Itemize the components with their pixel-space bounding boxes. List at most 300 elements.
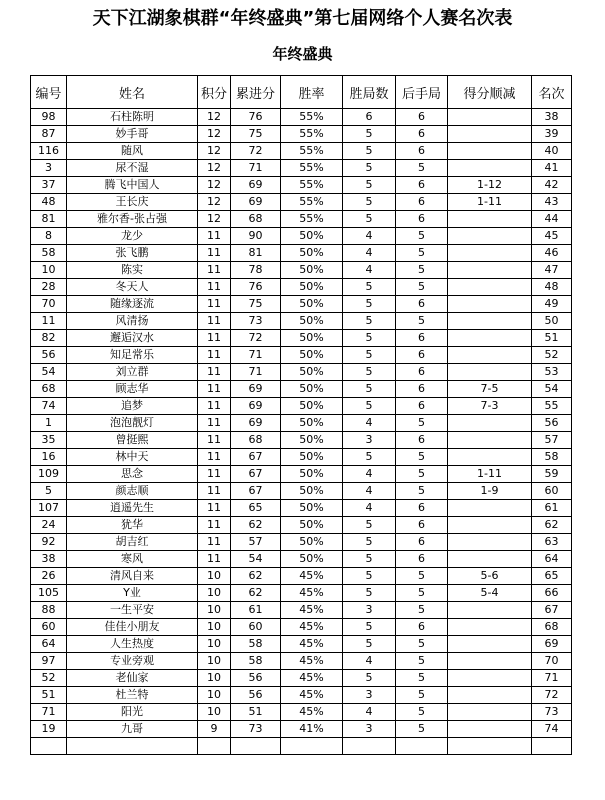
cell-score-reduction <box>448 160 532 177</box>
cell-score-reduction <box>448 211 532 228</box>
cell-wins: 5 <box>343 347 396 364</box>
cell-second-move: 5 <box>396 466 448 483</box>
cell-points: 11 <box>198 296 231 313</box>
cell-rank: 62 <box>532 517 572 534</box>
cell-id: 35 <box>31 432 67 449</box>
cell-score-reduction <box>448 279 532 296</box>
cell-score-reduction: 1-9 <box>448 483 532 500</box>
cell-rank: 60 <box>532 483 572 500</box>
cell-score-reduction <box>448 670 532 687</box>
cell-score-reduction: 7-3 <box>448 398 532 415</box>
cell-second-move: 6 <box>396 534 448 551</box>
cell-score-reduction <box>448 704 532 721</box>
cell-score-reduction <box>448 330 532 347</box>
table-row <box>31 398 572 415</box>
cell-wins: 4 <box>343 262 396 279</box>
cell-wins: 5 <box>343 177 396 194</box>
cell-win-rate: 50% <box>281 415 343 432</box>
cell-wins <box>343 738 396 755</box>
header-points: 积分 <box>198 76 231 109</box>
cell-points: 11 <box>198 415 231 432</box>
cell-rank: 66 <box>532 585 572 602</box>
cell-name: 逍遥先生 <box>67 500 198 517</box>
cell-wins: 5 <box>343 330 396 347</box>
cell-wins: 5 <box>343 126 396 143</box>
cell-id: 107 <box>31 500 67 517</box>
cell-second-move: 6 <box>396 517 448 534</box>
cell-name: 曾挺熙 <box>67 432 198 449</box>
cell-second-move: 5 <box>396 415 448 432</box>
cell-score-reduction <box>448 738 532 755</box>
cell-points: 10 <box>198 585 231 602</box>
header-id: 编号 <box>31 76 67 109</box>
cell-win-rate: 45% <box>281 687 343 704</box>
page-subtitle: 年终盛典 <box>272 45 333 63</box>
table-row <box>31 738 572 755</box>
cell-win-rate: 45% <box>281 602 343 619</box>
cell-win-rate: 50% <box>281 551 343 568</box>
cell-points: 11 <box>198 262 231 279</box>
cell-id: 8 <box>31 228 67 245</box>
cell-name: 阳光 <box>67 704 198 721</box>
cell-id: 11 <box>31 313 67 330</box>
cell-cumulative: 69 <box>231 381 281 398</box>
cell-id: 98 <box>31 109 67 126</box>
cell-cumulative: 68 <box>231 211 281 228</box>
cell-wins: 5 <box>343 364 396 381</box>
cell-points: 11 <box>198 398 231 415</box>
cell-name: 林中天 <box>67 449 198 466</box>
cell-name: 随风 <box>67 143 198 160</box>
cell-name: 一生平安 <box>67 602 198 619</box>
cell-wins: 5 <box>343 160 396 177</box>
cell-name: 寒风 <box>67 551 198 568</box>
cell-id: 68 <box>31 381 67 398</box>
table-row <box>31 602 572 619</box>
cell-name: 老仙家 <box>67 670 198 687</box>
cell-wins: 4 <box>343 415 396 432</box>
cell-score-reduction <box>448 449 532 466</box>
cell-id: 109 <box>31 466 67 483</box>
cell-rank: 55 <box>532 398 572 415</box>
cell-points: 11 <box>198 313 231 330</box>
cell-id: 81 <box>31 211 67 228</box>
cell-second-move: 6 <box>396 211 448 228</box>
cell-wins: 4 <box>343 704 396 721</box>
cell-win-rate: 45% <box>281 636 343 653</box>
cell-name: 腾飞中国人 <box>67 177 198 194</box>
cell-wins: 5 <box>343 398 396 415</box>
cell-rank: 41 <box>532 160 572 177</box>
cell-score-reduction: 1-11 <box>448 466 532 483</box>
cell-score-reduction <box>448 517 532 534</box>
cell-rank: 65 <box>532 568 572 585</box>
table-row <box>31 245 572 262</box>
cell-cumulative: 54 <box>231 551 281 568</box>
cell-second-move: 5 <box>396 279 448 296</box>
cell-id: 87 <box>31 126 67 143</box>
cell-points: 11 <box>198 466 231 483</box>
cell-points: 11 <box>198 228 231 245</box>
cell-name: 追梦 <box>67 398 198 415</box>
cell-name: 尿不湿 <box>67 160 198 177</box>
cell-score-reduction <box>448 500 532 517</box>
table-row <box>31 177 572 194</box>
ranking-table-container <box>30 75 578 800</box>
cell-score-reduction <box>448 687 532 704</box>
cell-second-move: 5 <box>396 636 448 653</box>
cell-id: 116 <box>31 143 67 160</box>
cell-second-move: 6 <box>396 551 448 568</box>
cell-win-rate: 50% <box>281 296 343 313</box>
cell-rank: 59 <box>532 466 572 483</box>
cell-cumulative: 56 <box>231 670 281 687</box>
cell-name: 妙手哥 <box>67 126 198 143</box>
cell-rank: 69 <box>532 636 572 653</box>
cell-score-reduction: 1-12 <box>448 177 532 194</box>
cell-second-move: 6 <box>396 398 448 415</box>
cell-cumulative: 68 <box>231 432 281 449</box>
table-row <box>31 466 572 483</box>
cell-id: 70 <box>31 296 67 313</box>
cell-score-reduction <box>448 143 532 160</box>
cell-win-rate: 45% <box>281 568 343 585</box>
cell-second-move: 5 <box>396 721 448 738</box>
cell-rank: 61 <box>532 500 572 517</box>
cell-id: 10 <box>31 262 67 279</box>
cell-name: 佳佳小朋友 <box>67 619 198 636</box>
cell-second-move: 6 <box>396 330 448 347</box>
cell-second-move: 5 <box>396 687 448 704</box>
cell-name: 清风自来 <box>67 568 198 585</box>
cell-win-rate: 45% <box>281 704 343 721</box>
cell-second-move: 5 <box>396 313 448 330</box>
cell-rank: 44 <box>532 211 572 228</box>
cell-rank: 45 <box>532 228 572 245</box>
cell-rank <box>532 738 572 755</box>
cell-score-reduction <box>448 653 532 670</box>
cell-rank: 50 <box>532 313 572 330</box>
cell-points: 11 <box>198 449 231 466</box>
cell-points: 12 <box>198 160 231 177</box>
table-row <box>31 296 572 313</box>
cell-score-reduction <box>448 415 532 432</box>
cell-second-move: 5 <box>396 704 448 721</box>
cell-second-move: 6 <box>396 619 448 636</box>
cell-id: 71 <box>31 704 67 721</box>
cell-points: 11 <box>198 381 231 398</box>
cell-id: 37 <box>31 177 67 194</box>
cell-score-reduction <box>448 551 532 568</box>
cell-score-reduction: 1-11 <box>448 194 532 211</box>
cell-id: 74 <box>31 398 67 415</box>
table-row <box>31 449 572 466</box>
table-row <box>31 432 572 449</box>
cell-points: 11 <box>198 517 231 534</box>
cell-name: 知足常乐 <box>67 347 198 364</box>
cell-points: 12 <box>198 177 231 194</box>
cell-id: 26 <box>31 568 67 585</box>
cell-points: 10 <box>198 687 231 704</box>
cell-score-reduction <box>448 245 532 262</box>
cell-win-rate: 50% <box>281 517 343 534</box>
cell-wins: 5 <box>343 670 396 687</box>
cell-rank: 74 <box>532 721 572 738</box>
cell-win-rate: 55% <box>281 160 343 177</box>
table-row <box>31 228 572 245</box>
cell-cumulative: 62 <box>231 585 281 602</box>
cell-name: 邂逅汉水 <box>67 330 198 347</box>
cell-score-reduction <box>448 109 532 126</box>
cell-win-rate: 50% <box>281 381 343 398</box>
cell-name: 刘立群 <box>67 364 198 381</box>
cell-second-move: 6 <box>396 296 448 313</box>
cell-win-rate: 55% <box>281 211 343 228</box>
cell-score-reduction <box>448 262 532 279</box>
cell-score-reduction <box>448 602 532 619</box>
cell-id: 19 <box>31 721 67 738</box>
cell-second-move: 5 <box>396 602 448 619</box>
cell-wins: 3 <box>343 432 396 449</box>
cell-name: 陈实 <box>67 262 198 279</box>
cell-wins: 5 <box>343 585 396 602</box>
cell-wins: 4 <box>343 500 396 517</box>
cell-wins: 5 <box>343 449 396 466</box>
cell-win-rate: 55% <box>281 126 343 143</box>
cell-wins: 5 <box>343 568 396 585</box>
cell-points: 12 <box>198 109 231 126</box>
table-row <box>31 194 572 211</box>
cell-id: 38 <box>31 551 67 568</box>
cell-wins: 5 <box>343 381 396 398</box>
cell-wins: 4 <box>343 653 396 670</box>
table-row <box>31 704 572 721</box>
cell-id: 64 <box>31 636 67 653</box>
cell-win-rate: 55% <box>281 143 343 160</box>
cell-points: 11 <box>198 534 231 551</box>
cell-score-reduction <box>448 228 532 245</box>
cell-points: 11 <box>198 279 231 296</box>
cell-points: 11 <box>198 347 231 364</box>
cell-cumulative: 62 <box>231 568 281 585</box>
cell-points: 10 <box>198 568 231 585</box>
cell-second-move: 6 <box>396 500 448 517</box>
cell-rank: 72 <box>532 687 572 704</box>
cell-rank: 67 <box>532 602 572 619</box>
cell-id: 52 <box>31 670 67 687</box>
cell-points: 12 <box>198 194 231 211</box>
table-row <box>31 534 572 551</box>
cell-score-reduction <box>448 313 532 330</box>
cell-name: 龙少 <box>67 228 198 245</box>
cell-cumulative: 69 <box>231 177 281 194</box>
cell-id: 5 <box>31 483 67 500</box>
cell-id: 58 <box>31 245 67 262</box>
table-row <box>31 313 572 330</box>
cell-score-reduction <box>448 534 532 551</box>
cell-cumulative: 67 <box>231 483 281 500</box>
cell-id: 92 <box>31 534 67 551</box>
cell-score-reduction <box>448 347 532 364</box>
cell-rank: 42 <box>532 177 572 194</box>
cell-id: 51 <box>31 687 67 704</box>
cell-rank: 68 <box>532 619 572 636</box>
cell-cumulative: 76 <box>231 109 281 126</box>
cell-win-rate: 50% <box>281 228 343 245</box>
table-row <box>31 109 572 126</box>
cell-id: 1 <box>31 415 67 432</box>
cell-points: 12 <box>198 143 231 160</box>
table-row <box>31 483 572 500</box>
cell-name: 冬天人 <box>67 279 198 296</box>
table-row <box>31 364 572 381</box>
cell-points: 10 <box>198 636 231 653</box>
cell-name: 杜兰特 <box>67 687 198 704</box>
cell-win-rate: 55% <box>281 194 343 211</box>
cell-points: 9 <box>198 721 231 738</box>
cell-rank: 40 <box>532 143 572 160</box>
table-header-row <box>31 76 572 109</box>
cell-name: 顾志华 <box>67 381 198 398</box>
cell-id: 56 <box>31 347 67 364</box>
cell-cumulative: 67 <box>231 449 281 466</box>
cell-second-move: 6 <box>396 143 448 160</box>
cell-second-move: 5 <box>396 568 448 585</box>
cell-score-reduction: 5-4 <box>448 585 532 602</box>
header-second-move: 后手局 <box>396 76 448 109</box>
cell-id: 28 <box>31 279 67 296</box>
cell-win-rate: 50% <box>281 313 343 330</box>
cell-points: 11 <box>198 364 231 381</box>
cell-cumulative: 69 <box>231 194 281 211</box>
cell-cumulative: 71 <box>231 347 281 364</box>
cell-win-rate: 50% <box>281 245 343 262</box>
cell-rank: 51 <box>532 330 572 347</box>
cell-second-move: 5 <box>396 670 448 687</box>
table-row <box>31 636 572 653</box>
cell-cumulative: 72 <box>231 330 281 347</box>
cell-score-reduction: 7-5 <box>448 381 532 398</box>
table-row <box>31 721 572 738</box>
cell-score-reduction <box>448 296 532 313</box>
cell-win-rate: 50% <box>281 347 343 364</box>
cell-win-rate: 50% <box>281 483 343 500</box>
cell-cumulative: 75 <box>231 126 281 143</box>
cell-rank: 71 <box>532 670 572 687</box>
cell-rank: 54 <box>532 381 572 398</box>
cell-wins: 5 <box>343 211 396 228</box>
cell-second-move: 6 <box>396 364 448 381</box>
cell-id <box>31 738 67 755</box>
cell-second-move: 6 <box>396 177 448 194</box>
cell-id: 105 <box>31 585 67 602</box>
table-row <box>31 279 572 296</box>
table-row <box>31 347 572 364</box>
cell-rank: 39 <box>532 126 572 143</box>
cell-cumulative: 67 <box>231 466 281 483</box>
cell-second-move: 6 <box>396 194 448 211</box>
table-row <box>31 143 572 160</box>
cell-cumulative: 57 <box>231 534 281 551</box>
cell-rank: 57 <box>532 432 572 449</box>
cell-rank: 38 <box>532 109 572 126</box>
cell-wins: 5 <box>343 313 396 330</box>
cell-id: 3 <box>31 160 67 177</box>
cell-id: 88 <box>31 602 67 619</box>
cell-points: 11 <box>198 245 231 262</box>
cell-win-rate: 50% <box>281 262 343 279</box>
cell-score-reduction: 5-6 <box>448 568 532 585</box>
cell-cumulative: 90 <box>231 228 281 245</box>
cell-rank: 52 <box>532 347 572 364</box>
cell-points: 10 <box>198 653 231 670</box>
cell-rank: 56 <box>532 415 572 432</box>
cell-wins: 3 <box>343 721 396 738</box>
cell-cumulative: 61 <box>231 602 281 619</box>
table-row <box>31 687 572 704</box>
cell-id: 97 <box>31 653 67 670</box>
table-row <box>31 517 572 534</box>
cell-second-move: 5 <box>396 160 448 177</box>
cell-name: Y业 <box>67 585 198 602</box>
header-rank: 名次 <box>532 76 572 109</box>
cell-win-rate: 55% <box>281 177 343 194</box>
table-row <box>31 500 572 517</box>
cell-win-rate: 50% <box>281 279 343 296</box>
cell-wins: 5 <box>343 517 396 534</box>
cell-name: 专业旁观 <box>67 653 198 670</box>
table-row <box>31 568 572 585</box>
cell-id: 24 <box>31 517 67 534</box>
cell-score-reduction <box>448 721 532 738</box>
cell-points: 10 <box>198 670 231 687</box>
cell-second-move: 6 <box>396 126 448 143</box>
cell-id: 48 <box>31 194 67 211</box>
cell-wins: 4 <box>343 466 396 483</box>
cell-wins: 4 <box>343 245 396 262</box>
cell-name: 九哥 <box>67 721 198 738</box>
cell-wins: 5 <box>343 636 396 653</box>
cell-rank: 70 <box>532 653 572 670</box>
cell-points: 11 <box>198 432 231 449</box>
table-row <box>31 262 572 279</box>
cell-cumulative: 78 <box>231 262 281 279</box>
cell-wins: 5 <box>343 194 396 211</box>
cell-second-move <box>396 738 448 755</box>
cell-wins: 5 <box>343 551 396 568</box>
cell-win-rate: 45% <box>281 585 343 602</box>
cell-rank: 49 <box>532 296 572 313</box>
cell-second-move: 5 <box>396 262 448 279</box>
cell-points: 10 <box>198 704 231 721</box>
cell-cumulative: 72 <box>231 143 281 160</box>
cell-id: 54 <box>31 364 67 381</box>
cell-cumulative: 76 <box>231 279 281 296</box>
cell-name: 思念 <box>67 466 198 483</box>
cell-second-move: 5 <box>396 245 448 262</box>
table-body <box>31 109 572 755</box>
cell-name: 风清扬 <box>67 313 198 330</box>
cell-name <box>67 738 198 755</box>
cell-win-rate: 45% <box>281 619 343 636</box>
cell-win-rate: 45% <box>281 653 343 670</box>
cell-wins: 6 <box>343 109 396 126</box>
header-cumulative: 累进分 <box>231 76 281 109</box>
cell-rank: 53 <box>532 364 572 381</box>
cell-win-rate: 50% <box>281 398 343 415</box>
cell-win-rate <box>281 738 343 755</box>
cell-name: 颜志顺 <box>67 483 198 500</box>
